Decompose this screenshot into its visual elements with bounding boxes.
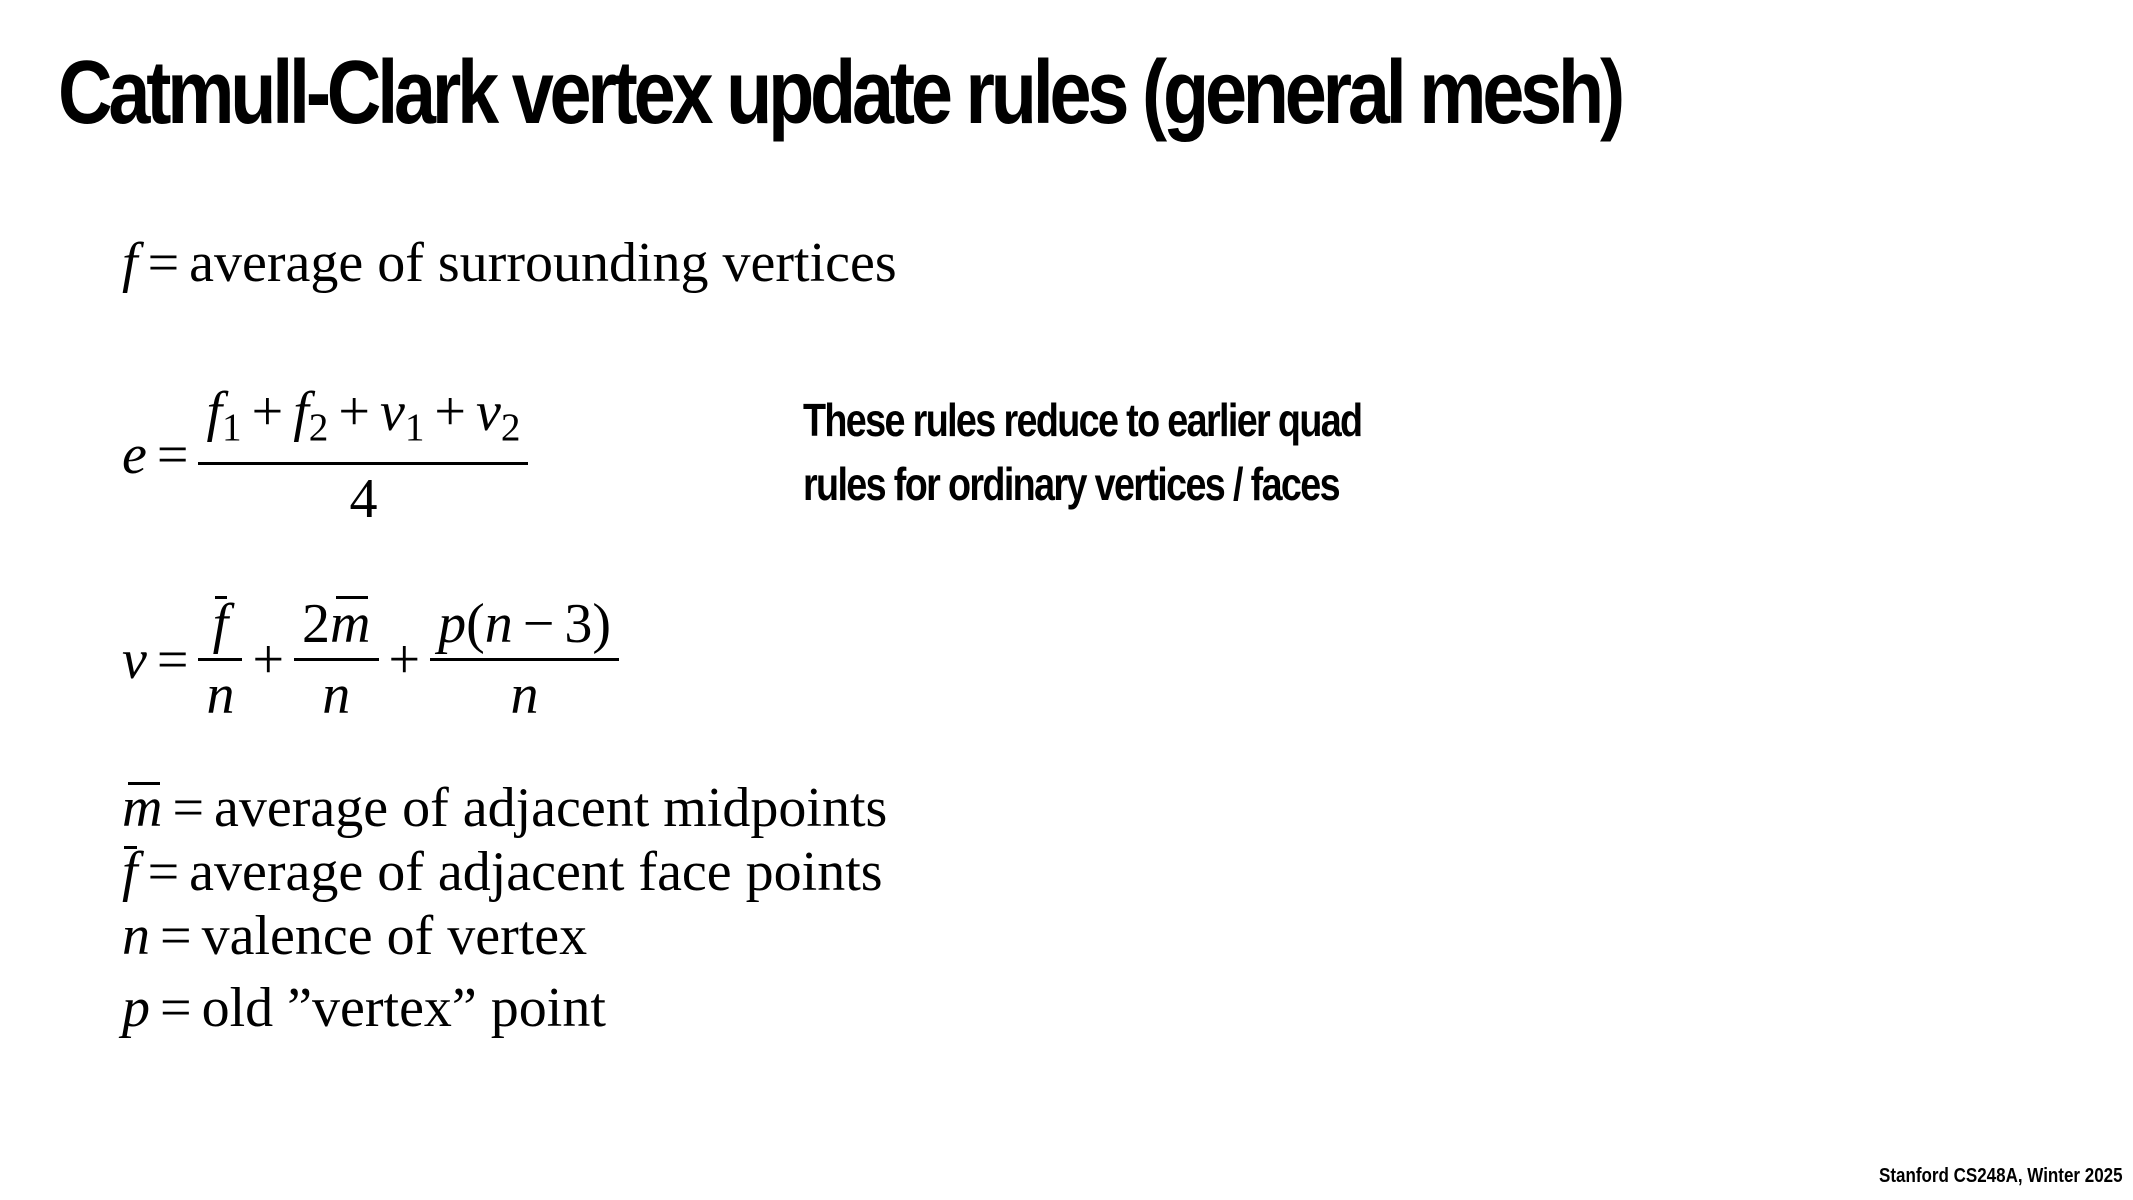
vertex-point-equation: v = $\frac{f}{n}$ + $\frac{2m}{n}$ + $\frac{p(n - 3)}{n}$ xyxy=(122,590,619,729)
slide-title: Catmull-Clark vertex update rules (general mesh) xyxy=(58,43,1621,143)
course-footer: Stanford CS248A, Winter 2025 xyxy=(1879,1165,2123,1187)
note-text xyxy=(803,388,1361,516)
edge-denominator: 4 xyxy=(349,467,378,530)
vertex-term-2: $\frac{2m}{n}$ xyxy=(294,590,378,729)
definition-m-bar: m = average of adjacent midpoints xyxy=(122,777,888,839)
face-point-definition: average of surrounding vertices xyxy=(189,232,897,294)
definition-p: p = old ”vertex” point xyxy=(122,977,606,1039)
note-line-2: rules for ordinary vertices / faces xyxy=(803,458,1339,510)
edge-fraction xyxy=(198,378,528,533)
edge-numerator: $f_1 + f_2 + v_1 + v_2$ xyxy=(198,378,528,465)
symbol-definitions xyxy=(122,776,887,1040)
vertex-term-1: $\frac{f}{n}$ xyxy=(198,590,242,729)
vertex-symbol: v xyxy=(122,628,147,691)
face-point-equation: f = average of surrounding vertices xyxy=(122,232,897,294)
edge-symbol: e xyxy=(122,424,147,487)
edge-point-equation: e = $\frac{f_1 + f_2 + v_1 + v_2}{4}$ xyxy=(122,378,528,533)
note-line-1: These rules reduce to earlier quad xyxy=(803,394,1362,446)
vertex-term-3: $\frac{p(n - 3)}{n}$ xyxy=(430,590,619,729)
definition-n: n = valence of vertex xyxy=(122,905,588,967)
definition-f-bar: f = average of adjacent face points xyxy=(122,841,883,903)
face-symbol: f xyxy=(122,232,138,294)
